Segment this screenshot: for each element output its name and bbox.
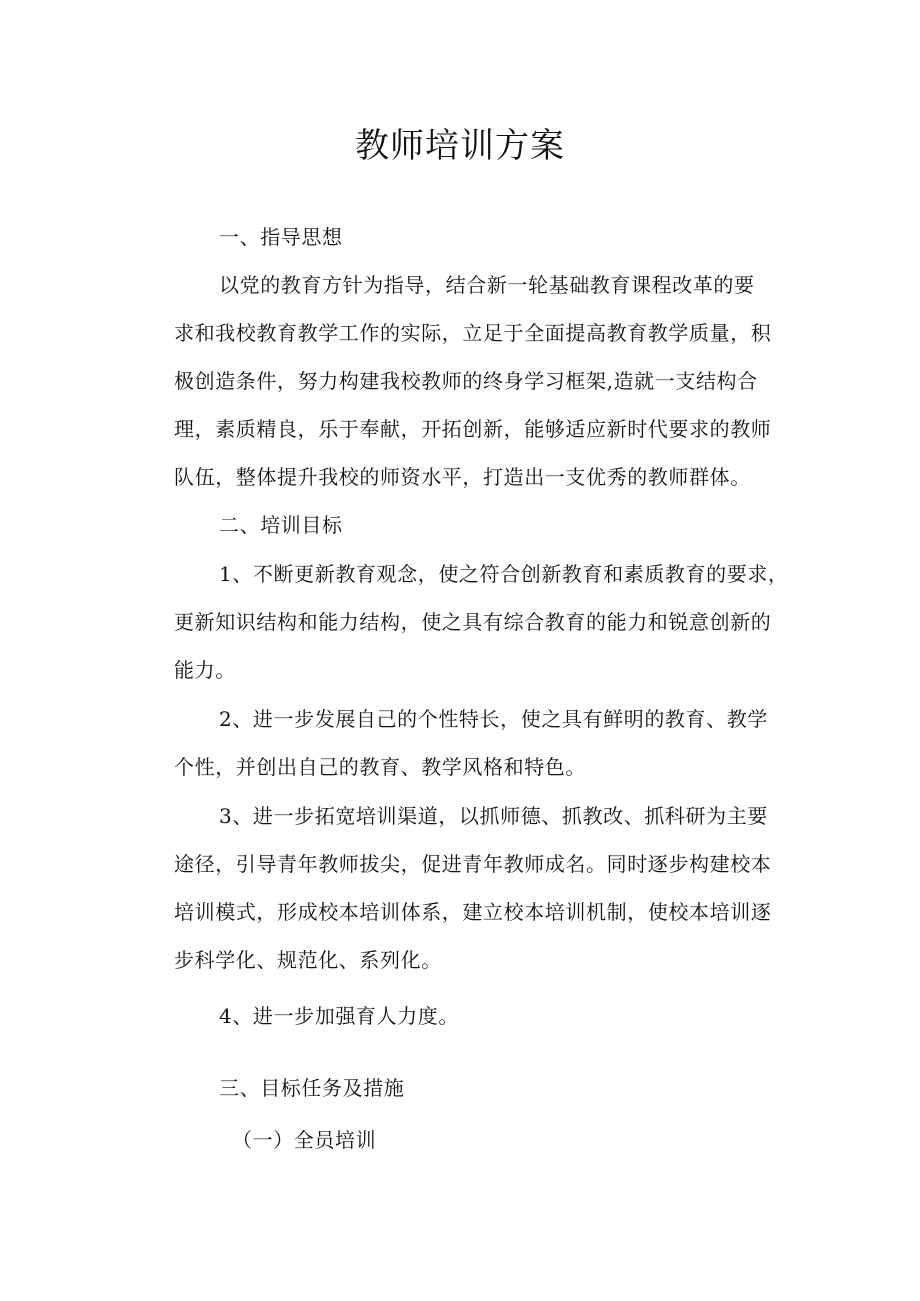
list-item-1-line: 能力。 xyxy=(174,658,236,682)
section-heading-training-goals: 二、培训目标 xyxy=(219,513,343,537)
list-item-4: 4、进一步加强育人力度。 xyxy=(219,1004,459,1028)
section-heading-guiding-ideology: 一、指导思想 xyxy=(219,225,343,249)
paragraph-line: 求和我校教育教学工作的实际，立足于全面提高教育教学质量，积 xyxy=(174,321,772,345)
paragraph-line: 以党的教育方针为指导，结合新一轮基础教育课程改革的要 xyxy=(219,273,755,297)
document-title: 教师培训方案 xyxy=(355,126,565,166)
paragraph-line: 队伍，整体提升我校的师资水平，打造出一支优秀的教师群体。 xyxy=(174,465,751,489)
subsection-heading-all-staff-training: （一）全员培训 xyxy=(232,1128,377,1152)
list-item-1-line: 更新知识结构和能力结构，使之具有综合教育的能力和锐意创新的 xyxy=(174,610,772,634)
list-item-3-line: 3、进一步拓宽培训渠道，以抓师德、抓教改、抓科研为主要 xyxy=(219,804,768,828)
list-item-3-line: 培训模式，形成校本培训体系，建立校本培训机制，使校本培训逐 xyxy=(174,900,772,924)
paragraph-line: 理，素质精良，乐于奉献，开拓创新，能够适应新时代要求的教师 xyxy=(174,417,772,441)
paragraph-line: 极创造条件，努力构建我校教师的终身学习框架,造就一支结构合 xyxy=(174,369,758,393)
list-item-1-line: 1、不断更新教育观念，使之符合创新教育和素质教育的要求， xyxy=(219,562,789,586)
list-item-3-line: 步科学化、规范化、系列化。 xyxy=(174,948,442,972)
section-heading-tasks-and-measures: 三、目标任务及措施 xyxy=(219,1076,405,1100)
list-item-2-line: 个性，并创出自己的教育、教学风格和特色。 xyxy=(174,755,586,779)
list-item-3-line: 途径，引导青年教师拔尖，促进青年教师成名。同时逐步构建校本 xyxy=(174,852,772,876)
list-item-2-line: 2、进一步发展自己的个性特长，使之具有鲜明的教育、教学 xyxy=(219,707,768,731)
